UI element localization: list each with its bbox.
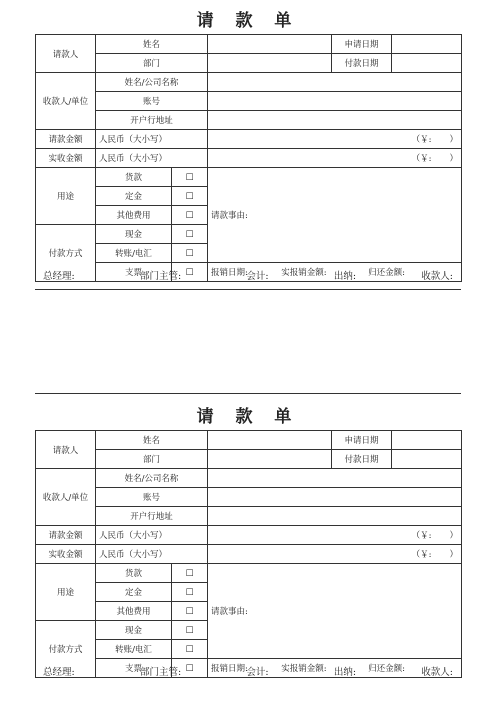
payment-item: 现金 bbox=[96, 225, 172, 244]
signature-accountant: 会计: bbox=[246, 271, 269, 282]
payee-name-label: 姓名/公司名称 bbox=[96, 73, 208, 92]
signature-gm: 总经理: bbox=[43, 667, 75, 678]
actual-amount-field[interactable] bbox=[208, 545, 462, 564]
name-field[interactable] bbox=[208, 431, 332, 450]
payment-label: 付款方式 bbox=[36, 621, 96, 678]
request-amount-label: 请款金额 bbox=[36, 526, 96, 545]
purpose-checkbox[interactable]: □ bbox=[172, 583, 208, 602]
reason-label: 请款事由: bbox=[211, 607, 248, 617]
payee-label: 收款人/单位 bbox=[36, 73, 96, 130]
reason-field[interactable] bbox=[208, 564, 462, 659]
pay-date-label: 付款日期 bbox=[332, 450, 392, 469]
payment-checkbox[interactable]: □ bbox=[172, 225, 208, 244]
pay-date-field[interactable] bbox=[392, 450, 462, 469]
signature-payee: 收款人: bbox=[421, 667, 453, 678]
payee-name-field[interactable] bbox=[208, 73, 462, 92]
purpose-checkbox[interactable]: □ bbox=[172, 564, 208, 583]
purpose-label: 用途 bbox=[36, 168, 96, 225]
payment-checkbox[interactable]: □ bbox=[172, 621, 208, 640]
signature-cashier: 出纳: bbox=[333, 667, 357, 678]
purpose-item: 定金 bbox=[96, 187, 172, 206]
account-field[interactable] bbox=[208, 92, 462, 111]
requester-label: 请款人 bbox=[36, 431, 96, 469]
name-label: 姓名 bbox=[96, 431, 208, 450]
signature-line bbox=[35, 268, 461, 282]
purpose-item: 货款 bbox=[96, 168, 172, 187]
request-amount-field[interactable] bbox=[208, 130, 462, 149]
requester-label: 请款人 bbox=[36, 35, 96, 73]
dept-label: 部门 bbox=[96, 54, 208, 73]
purpose-item: 定金 bbox=[96, 583, 172, 602]
yen-open: （￥: bbox=[411, 154, 432, 164]
dept-field[interactable] bbox=[208, 450, 332, 469]
rmb-label: 人民币（大小写） bbox=[96, 526, 208, 545]
account-label: 账号 bbox=[96, 488, 208, 507]
signature-cashier: 出纳: bbox=[333, 271, 357, 282]
bank-label: 开户行地址 bbox=[96, 111, 208, 130]
yen-close: ） bbox=[449, 154, 459, 164]
signature-line bbox=[35, 664, 461, 678]
yen-close: ） bbox=[449, 550, 459, 560]
payment-item: 转账/电汇 bbox=[96, 640, 172, 659]
rmb-label: 人民币（大小写） bbox=[96, 130, 208, 149]
account-field[interactable] bbox=[208, 488, 462, 507]
account-label: 账号 bbox=[96, 92, 208, 111]
actual-reimb-label: 实报销金额: bbox=[281, 268, 327, 278]
reimb-date-label: 报销日期: bbox=[211, 268, 248, 278]
payee-name-field[interactable] bbox=[208, 469, 462, 488]
form-title: 请 款 单 bbox=[196, 11, 300, 31]
apply-date-label: 申请日期 bbox=[332, 431, 392, 450]
payee-name-label: 姓名/公司名称 bbox=[96, 469, 208, 488]
yen-open: （￥: bbox=[411, 531, 432, 541]
purpose-label: 用途 bbox=[36, 564, 96, 621]
payment-label: 付款方式 bbox=[36, 225, 96, 282]
yen-open: （￥: bbox=[411, 135, 432, 145]
actual-reimb-label: 实报销金额: bbox=[281, 664, 327, 674]
form-title: 请 款 单 bbox=[196, 407, 300, 427]
apply-date-field[interactable] bbox=[392, 35, 462, 54]
payment-checkbox[interactable]: □ bbox=[172, 244, 208, 263]
bank-field[interactable] bbox=[208, 111, 462, 130]
bank-label: 开户行地址 bbox=[96, 507, 208, 526]
return-label: 归还金额: bbox=[368, 268, 405, 278]
actual-amount-label: 实收金额 bbox=[36, 149, 96, 168]
apply-date-field[interactable] bbox=[392, 431, 462, 450]
reason-label: 请款事由: bbox=[211, 211, 248, 221]
name-label: 姓名 bbox=[96, 35, 208, 54]
pay-date-label: 付款日期 bbox=[332, 54, 392, 73]
request-amount-label: 请款金额 bbox=[36, 130, 96, 149]
payment-checkbox[interactable]: □ bbox=[172, 263, 208, 282]
reimb-date-label: 报销日期: bbox=[211, 664, 248, 674]
purpose-checkbox[interactable]: □ bbox=[172, 168, 208, 187]
dept-field[interactable] bbox=[208, 54, 332, 73]
signature-accountant: 会计: bbox=[246, 667, 269, 678]
purpose-checkbox[interactable]: □ bbox=[172, 206, 208, 225]
payment-item: 支票 bbox=[96, 659, 172, 678]
request-form-1 bbox=[0, 0, 496, 300]
payment-item: 转账/电汇 bbox=[96, 244, 172, 263]
apply-date-label: 申请日期 bbox=[332, 35, 392, 54]
return-label: 归还金额: bbox=[368, 664, 405, 674]
pay-date-field[interactable] bbox=[392, 54, 462, 73]
request-table bbox=[35, 34, 462, 282]
payment-item: 支票 bbox=[96, 263, 172, 282]
payee-label: 收款人/单位 bbox=[36, 469, 96, 526]
signature-gm: 总经理: bbox=[43, 271, 75, 282]
name-field[interactable] bbox=[208, 35, 332, 54]
purpose-item: 其他费用 bbox=[96, 206, 172, 225]
bank-field[interactable] bbox=[208, 507, 462, 526]
request-amount-field[interactable] bbox=[208, 526, 462, 545]
yen-open: （￥: bbox=[411, 550, 432, 560]
rmb-label: 人民币（大小写） bbox=[96, 149, 208, 168]
yen-close: ） bbox=[449, 531, 459, 541]
rmb-label: 人民币（大小写） bbox=[96, 545, 208, 564]
purpose-item: 货款 bbox=[96, 564, 172, 583]
dept-label: 部门 bbox=[96, 450, 208, 469]
bottom-rule bbox=[35, 289, 461, 290]
payment-checkbox[interactable]: □ bbox=[172, 640, 208, 659]
payment-item: 现金 bbox=[96, 621, 172, 640]
actual-amount-field[interactable] bbox=[208, 149, 462, 168]
request-form-2 bbox=[0, 396, 496, 696]
reason-field[interactable] bbox=[208, 168, 462, 263]
purpose-checkbox[interactable]: □ bbox=[172, 602, 208, 621]
purpose-checkbox[interactable]: □ bbox=[172, 187, 208, 206]
actual-amount-label: 实收金额 bbox=[36, 545, 96, 564]
yen-close: ） bbox=[449, 135, 459, 145]
purpose-item: 其他费用 bbox=[96, 602, 172, 621]
signature-payee: 收款人: bbox=[421, 271, 453, 282]
form-separator bbox=[35, 393, 461, 394]
request-table bbox=[35, 430, 462, 678]
signature-dept-head: 部门主管: bbox=[139, 271, 182, 282]
signature-dept-head: 部门主管: bbox=[139, 667, 182, 678]
payment-checkbox[interactable]: □ bbox=[172, 659, 208, 678]
